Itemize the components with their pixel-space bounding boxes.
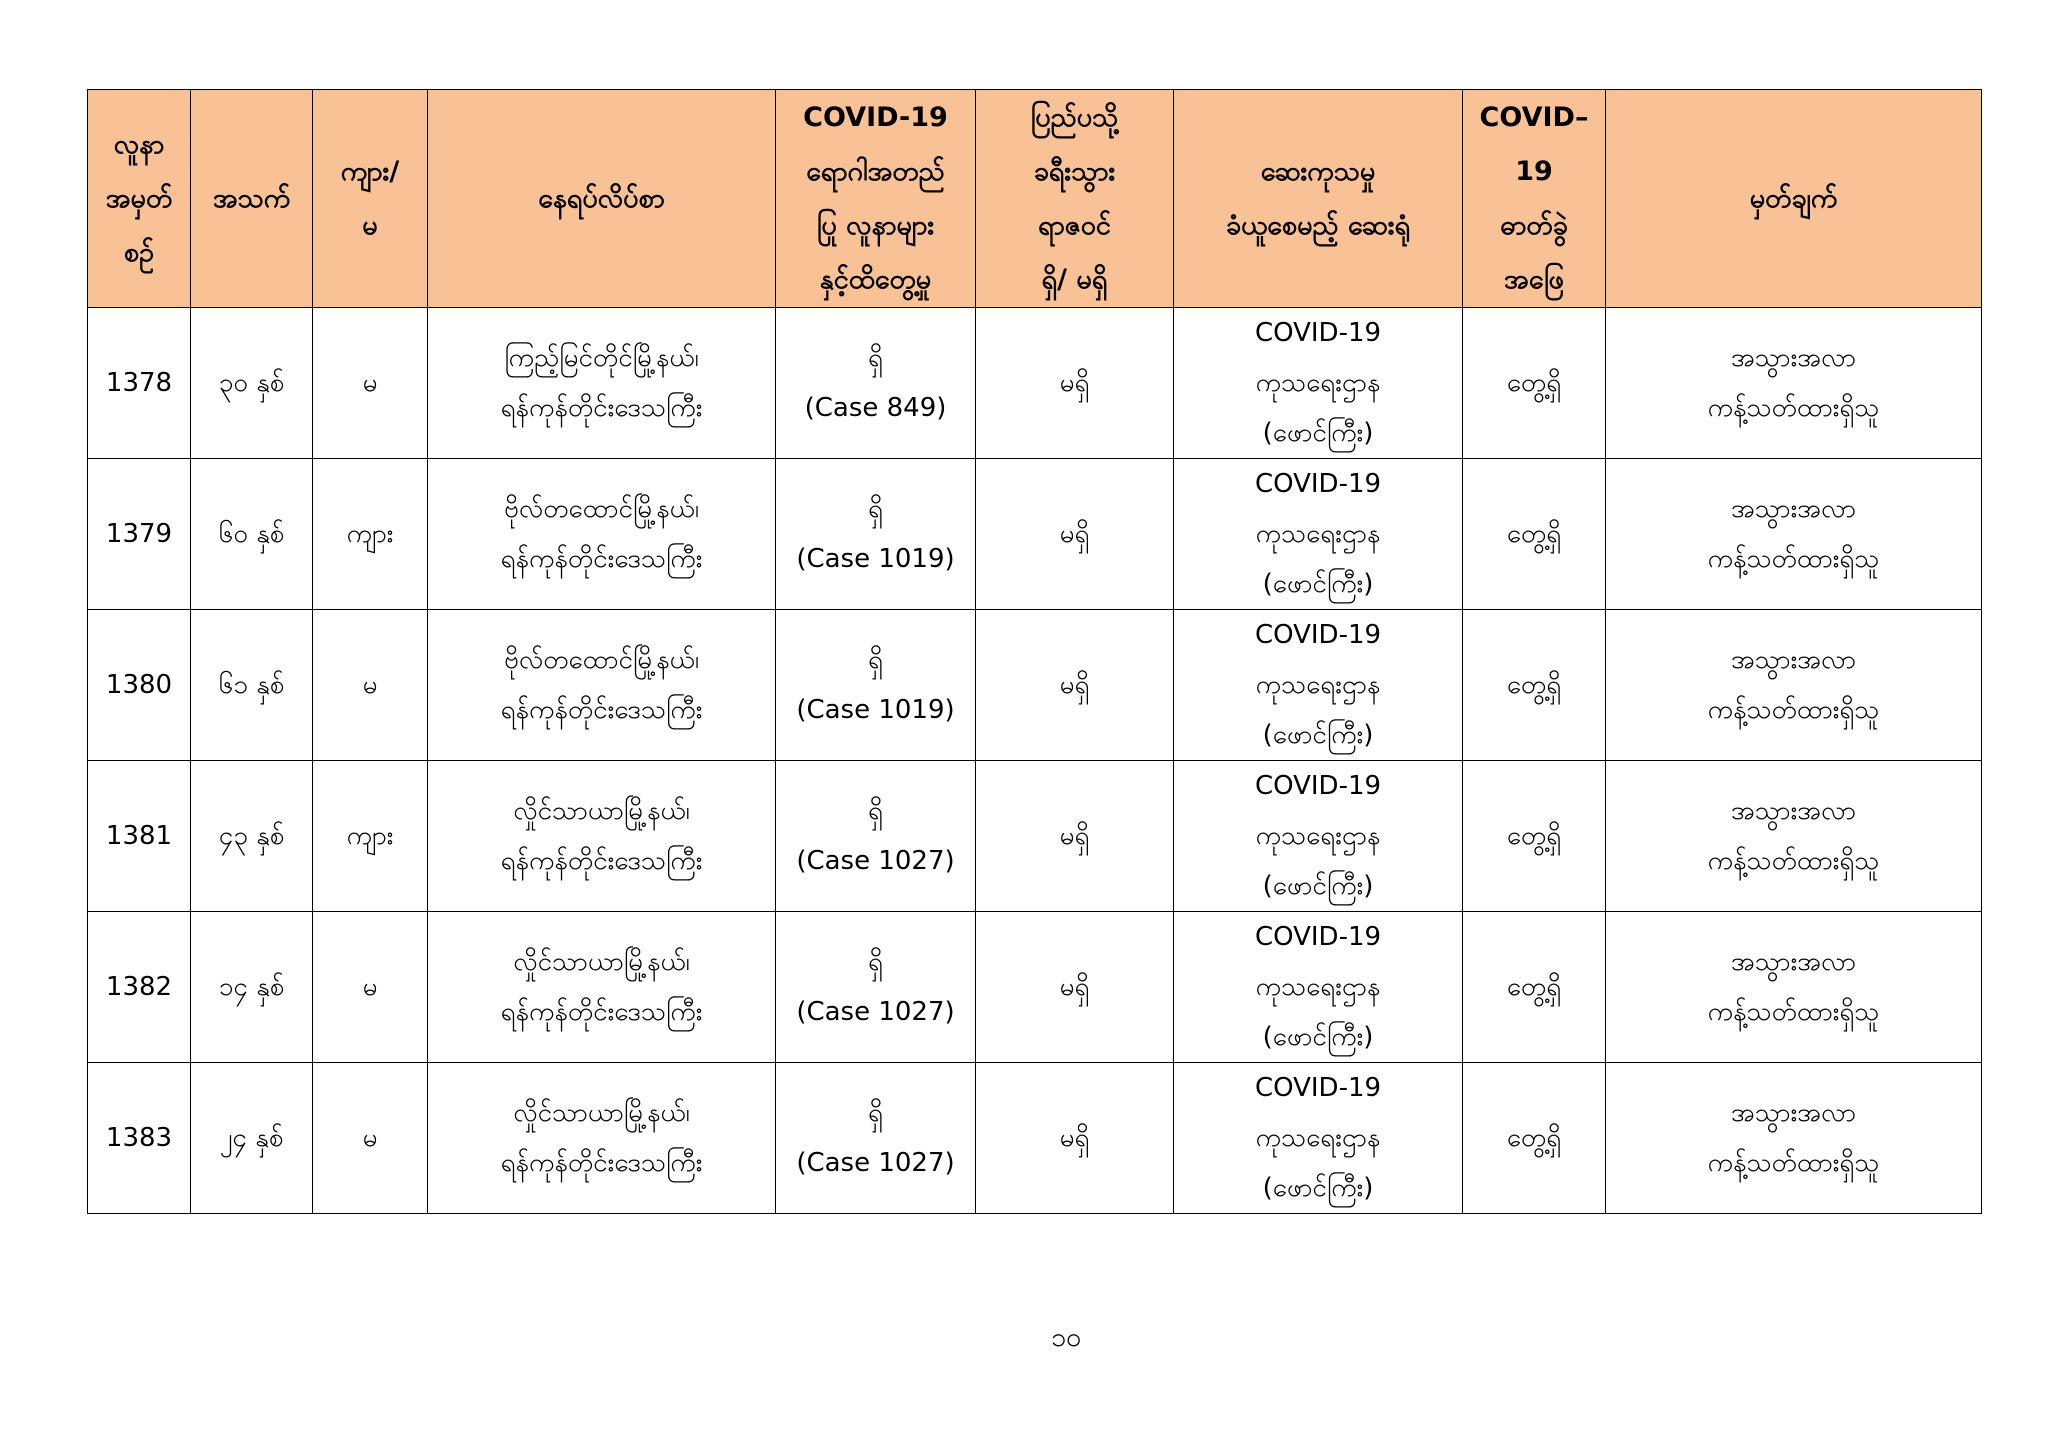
header-line: စဉ် — [123, 236, 155, 268]
hospital-line: ကုသရေးဌာန — [1255, 670, 1381, 700]
hospital-line: COVID-19 — [1254, 771, 1382, 801]
header-sex — [313, 90, 428, 308]
travel-history: မရှိ — [1059, 670, 1090, 700]
address-region: ရန်ကုန်တိုင်းဒေသကြီး — [500, 544, 703, 574]
header-line: 19 — [1515, 155, 1553, 187]
header-line: ဆေးကုသမှု — [1260, 155, 1376, 187]
remark-line: အသွားအလာ — [1730, 947, 1857, 977]
travel-history: မရှိ — [1059, 519, 1090, 549]
header-age — [191, 90, 313, 308]
header-line: COVID-19 — [803, 101, 948, 133]
address-region: ရန်ကုန်တိုင်းဒေသကြီး — [500, 1148, 703, 1178]
hospital-line: COVID-19 — [1254, 620, 1382, 650]
table-row — [88, 610, 1982, 761]
remark-line: အသွားအလာ — [1730, 1098, 1857, 1128]
contact-case: (Case 1027) — [796, 997, 955, 1027]
cell-sex — [313, 912, 428, 1063]
contact-status: ရှိ — [868, 947, 883, 977]
lab-result: တွေ့ရှိ — [1506, 670, 1562, 700]
case-table — [87, 89, 1982, 1214]
header-patient-no — [88, 90, 191, 308]
age: ၃၀ နှစ် — [218, 368, 285, 398]
header-line: ကျား/ — [340, 155, 400, 187]
patient-no: 1381 — [105, 821, 173, 851]
cell-hospital — [1174, 1063, 1463, 1214]
cell-patient-no — [88, 1063, 191, 1214]
hospital-line: COVID-19 — [1254, 469, 1382, 499]
cell-lab-result — [1463, 459, 1606, 610]
hospital-line: (ဖောင်ကြီး) — [1262, 418, 1374, 448]
page-number: ၁၀ — [1050, 1322, 1082, 1353]
table-row — [88, 912, 1982, 1063]
remark-line: ကန့်သတ်ထားရှိသူ — [1707, 393, 1880, 423]
header-line: COVID– — [1479, 101, 1589, 133]
cell-remark — [1606, 912, 1982, 1063]
cell-age — [191, 1063, 313, 1214]
table-row — [88, 308, 1982, 459]
cell-lab-result — [1463, 912, 1606, 1063]
cell-sex — [313, 1063, 428, 1214]
hospital-line: (ဖောင်ကြီး) — [1262, 1173, 1374, 1203]
travel-history: မရှိ — [1059, 821, 1090, 851]
address-township: ဗိုလ်တထောင်မြို့နယ်၊ — [504, 645, 699, 675]
cell-lab-result — [1463, 610, 1606, 761]
cell-age — [191, 459, 313, 610]
header-contact — [776, 90, 976, 308]
patient-no: 1383 — [105, 1123, 173, 1153]
header-line: နှင့်ထိတွေ့မှု — [819, 263, 932, 295]
cell-travel-history — [976, 308, 1174, 459]
travel-history: မရှိ — [1059, 368, 1090, 398]
cell-remark — [1606, 459, 1982, 610]
cell-contact — [776, 459, 976, 610]
cell-address — [428, 308, 776, 459]
age: ၁၄ နှစ် — [218, 972, 285, 1002]
table-row — [88, 1063, 1982, 1214]
cell-address — [428, 459, 776, 610]
header-line: ပြု လူနာများ — [816, 209, 935, 241]
header-row — [88, 90, 1982, 308]
header-line: ရောဂါအတည် — [806, 155, 945, 187]
cell-travel-history — [976, 610, 1174, 761]
cell-remark — [1606, 761, 1982, 912]
address-region: ရန်ကုန်တိုင်းဒေသကြီး — [500, 997, 703, 1027]
sex: မ — [362, 972, 378, 1002]
hospital-line: COVID-19 — [1254, 318, 1382, 348]
cell-travel-history — [976, 1063, 1174, 1214]
hospital-line: (ဖောင်ကြီး) — [1262, 569, 1374, 599]
remark-line: ကန့်သတ်ထားရှိသူ — [1707, 1148, 1880, 1178]
cell-contact — [776, 308, 976, 459]
cell-travel-history — [976, 761, 1174, 912]
lab-result: တွေ့ရှိ — [1506, 972, 1562, 1002]
cell-travel-history — [976, 912, 1174, 1063]
hospital-line: (ဖောင်ကြီး) — [1262, 871, 1374, 901]
patient-no: 1380 — [105, 670, 173, 700]
sex: မ — [362, 670, 378, 700]
remark-line: အသွားအလာ — [1730, 494, 1857, 524]
sex: မ — [362, 368, 378, 398]
sex: ကျား — [346, 821, 394, 851]
header-line: ခရီးသွား — [1033, 155, 1116, 187]
cell-hospital — [1174, 308, 1463, 459]
hospital-line: (ဖောင်ကြီး) — [1262, 1022, 1374, 1052]
cell-hospital — [1174, 459, 1463, 610]
age: ၆၁ နှစ် — [218, 670, 285, 700]
remark-line: ကန့်သတ်ထားရှိသူ — [1707, 695, 1880, 725]
age: ၆၀ နှစ် — [218, 519, 285, 549]
contact-case: (Case 1019) — [796, 695, 955, 725]
address-township: လှိုင်သာယာမြို့နယ်၊ — [513, 1098, 690, 1128]
cell-address — [428, 912, 776, 1063]
cell-travel-history — [976, 459, 1174, 610]
cell-age — [191, 761, 313, 912]
table-row — [88, 459, 1982, 610]
patient-no: 1382 — [105, 972, 173, 1002]
travel-history: မရှိ — [1059, 1123, 1090, 1153]
address-township: ကြည့်မြင်တိုင်မြို့နယ်၊ — [504, 343, 699, 373]
header-address — [428, 90, 776, 308]
contact-status: ရှိ — [868, 645, 883, 675]
contact-case: (Case 1027) — [796, 846, 955, 876]
cell-patient-no — [88, 308, 191, 459]
contact-status: ရှိ — [868, 343, 883, 373]
header-line: မ — [362, 209, 378, 241]
cell-patient-no — [88, 459, 191, 610]
cell-contact — [776, 912, 976, 1063]
header-line: ပြည်ပသို့ — [1030, 101, 1119, 133]
sex: ကျား — [346, 519, 394, 549]
hospital-line: (ဖောင်ကြီး) — [1262, 720, 1374, 750]
contact-case: (Case 1019) — [796, 544, 955, 574]
table-header — [88, 90, 1982, 308]
contact-case: (Case 849) — [804, 393, 947, 423]
cell-hospital — [1174, 610, 1463, 761]
header-line: ရှိ/ မရှိ — [1041, 263, 1108, 295]
contact-case: (Case 1027) — [796, 1148, 955, 1178]
header-lab-result — [1463, 90, 1606, 308]
hospital-line: ကုသရေးဌာန — [1255, 368, 1381, 398]
remark-line: ကန့်သတ်ထားရှိသူ — [1707, 997, 1880, 1027]
table-body — [88, 308, 1982, 1214]
header-line: အဖြေ — [1504, 263, 1564, 295]
cell-patient-no — [88, 610, 191, 761]
address-township: ဗိုလ်တထောင်မြို့နယ်၊ — [504, 494, 699, 524]
cell-hospital — [1174, 912, 1463, 1063]
address-region: ရန်ကုန်တိုင်းဒေသကြီး — [500, 695, 703, 725]
cell-hospital — [1174, 761, 1463, 912]
age: ၄၃ နှစ် — [218, 821, 285, 851]
header-hospital — [1174, 90, 1463, 308]
travel-history: မရှိ — [1059, 972, 1090, 1002]
address-region: ရန်ကုန်တိုင်းဒေသကြီး — [500, 393, 703, 423]
remark-line: အသွားအလာ — [1730, 796, 1857, 826]
remark-line: ကန့်သတ်ထားရှိသူ — [1707, 544, 1880, 574]
header-line: ဓာတ်ခွဲ — [1500, 209, 1568, 241]
header-line: အမှတ် — [105, 182, 173, 214]
cell-sex — [313, 308, 428, 459]
cell-patient-no — [88, 761, 191, 912]
header-line: ခံယူစေမည့် ဆေးရုံ — [1225, 209, 1411, 241]
age: ၂၄ နှစ် — [219, 1123, 284, 1153]
cell-address — [428, 1063, 776, 1214]
contact-status: ရှိ — [868, 494, 883, 524]
cell-address — [428, 761, 776, 912]
hospital-line: COVID-19 — [1254, 922, 1382, 952]
hospital-line: ကုသရေးဌာန — [1255, 1123, 1381, 1153]
cell-remark — [1606, 308, 1982, 459]
remark-line: အသွားအလာ — [1730, 343, 1857, 373]
cell-patient-no — [88, 912, 191, 1063]
cell-address — [428, 610, 776, 761]
patient-no: 1378 — [105, 368, 173, 398]
patient-no: 1379 — [105, 519, 173, 549]
header-line: အသက် — [212, 182, 291, 214]
remark-line: ကန့်သတ်ထားရှိသူ — [1707, 846, 1880, 876]
address-township: လှိုင်သာယာမြို့နယ်၊ — [513, 947, 690, 977]
lab-result: တွေ့ရှိ — [1506, 821, 1562, 851]
contact-status: ရှိ — [868, 796, 883, 826]
cell-contact — [776, 761, 976, 912]
table-row — [88, 761, 1982, 912]
cell-age — [191, 610, 313, 761]
sex: မ — [362, 1123, 378, 1153]
cell-lab-result — [1463, 761, 1606, 912]
cell-remark — [1606, 610, 1982, 761]
cell-age — [191, 912, 313, 1063]
header-line: မှတ်ချက် — [1749, 182, 1838, 214]
header-travel-history — [976, 90, 1174, 308]
cell-lab-result — [1463, 1063, 1606, 1214]
header-line: လူနာ — [113, 128, 165, 160]
address-region: ရန်ကုန်တိုင်းဒေသကြီး — [500, 846, 703, 876]
header-line: နေရပ်လိပ်စာ — [538, 182, 665, 214]
cell-age — [191, 308, 313, 459]
header-line: ရာဇဝင် — [1038, 209, 1111, 241]
address-township: လှိုင်သာယာမြို့နယ်၊ — [513, 796, 690, 826]
remark-line: အသွားအလာ — [1730, 645, 1857, 675]
lab-result: တွေ့ရှိ — [1506, 1123, 1562, 1153]
cell-sex — [313, 610, 428, 761]
cell-sex — [313, 761, 428, 912]
hospital-line: COVID-19 — [1254, 1073, 1382, 1103]
hospital-line: ကုသရေးဌာန — [1255, 972, 1381, 1002]
header-remark — [1606, 90, 1982, 308]
cell-remark — [1606, 1063, 1982, 1214]
cell-sex — [313, 459, 428, 610]
cell-contact — [776, 610, 976, 761]
lab-result: တွေ့ရှိ — [1506, 519, 1562, 549]
cell-lab-result — [1463, 308, 1606, 459]
cell-contact — [776, 1063, 976, 1214]
hospital-line: ကုသရေးဌာန — [1255, 821, 1381, 851]
hospital-line: ကုသရေးဌာန — [1255, 519, 1381, 549]
lab-result: တွေ့ရှိ — [1506, 368, 1562, 398]
contact-status: ရှိ — [868, 1098, 883, 1128]
